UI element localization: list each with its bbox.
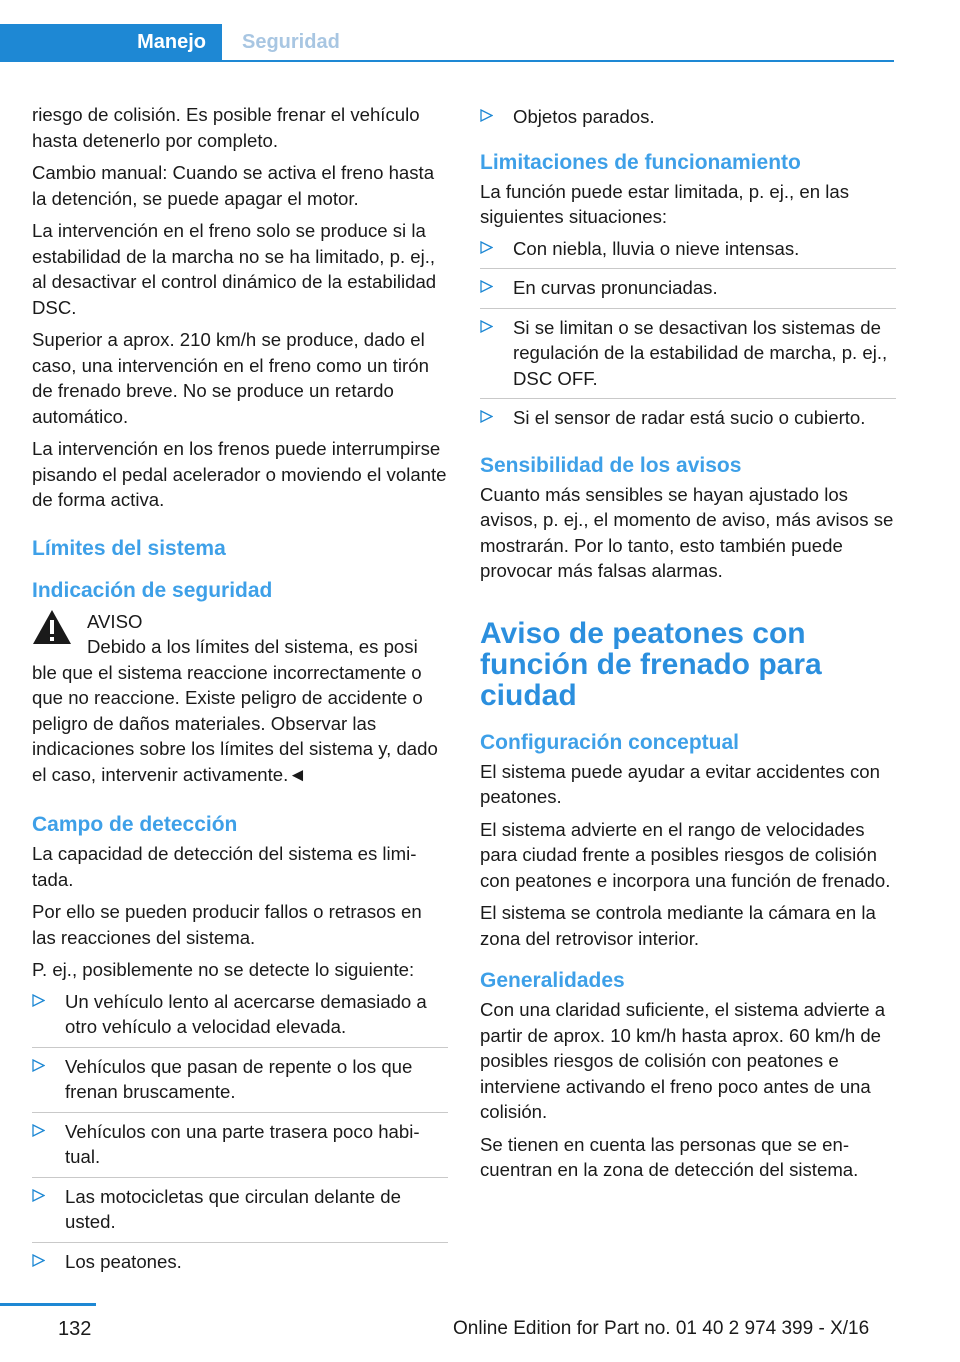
heading-warning-sensitivity: Sensibilidad de los avisos	[480, 453, 742, 477]
triangle-bullet-icon	[480, 241, 493, 254]
paragraph: Se tienen en cuenta las personas que se encuentran en la zona de detección del sistema.	[480, 1133, 859, 1180]
warning-text: ble que el sistema reaccione incorrectamente o que no reaccione. Existe peligro de accidente o peligro de daños materiales. Observar las indicaciones sobre los límites del sistema y, dado el caso, intervenir activamente.◄	[32, 661, 438, 785]
heading-system-limits: Límites del sistema	[32, 536, 226, 560]
list-item: Objetos parados.	[480, 102, 896, 137]
list-item: Si se limitan o se desactivan los sistemas de regulación de la estabilidad de marcha, p. ej., DSC OFF.	[480, 309, 896, 400]
paragraph: El sistema advierte en el rango de velocidades para ciudad frente a posibles riesgos de colisión con peatones e incorpora una función de frenado.	[480, 818, 891, 891]
list-item: Si el sensor de radar está sucio o cubierto.	[480, 399, 896, 438]
paragraph: P. ej., posiblemente no se detecte lo siguiente:	[32, 959, 415, 980]
paragraph: Con una claridad suficiente, el sistema advierte a partir de aprox. 10 km/h hasta aprox. 60 km/h de posibles riesgos de colisión con peatones e interviene activando el freno poco antes de una colisión.	[480, 999, 886, 1122]
list-item: En curvas pronunciadas.	[480, 269, 896, 309]
warning-title: AVISO	[87, 610, 143, 632]
heading-safety-note: Indicación de seguridad	[32, 578, 273, 602]
paragraph: Superior a aprox. 210 km/h se produce, dado el caso, una intervención en el freno como un tirón de frenado breve. No se produce un retardo automático.	[32, 329, 429, 427]
tab-manejo[interactable]: Manejo	[0, 24, 222, 60]
list-item: Con niebla, lluvia o nieve intensas.	[480, 230, 896, 270]
footer-divider	[0, 1303, 96, 1306]
detection-list	[32, 983, 448, 1282]
triangle-bullet-icon	[32, 1254, 45, 1267]
chapter-title: Aviso de peatones con función de frenado para ciudad	[480, 616, 822, 712]
triangle-bullet-icon	[32, 1059, 45, 1072]
list-item: Un vehículo lento al acercarse demasiado a otro vehículo a velocidad elevada.	[32, 983, 448, 1048]
right-column	[480, 102, 896, 1190]
list-item: Vehículos con una parte trasera poco habitual.	[32, 1113, 448, 1178]
triangle-bullet-icon	[32, 1189, 45, 1202]
paragraph: riesgo de colisión. Es posible frenar el vehículo hasta detenerlo por completo.	[32, 104, 420, 151]
warning-text-line: Debido a los límites del sistema, es posi	[87, 636, 418, 657]
header-divider	[0, 60, 894, 62]
list-item: Los peatones.	[32, 1243, 448, 1282]
edition-info: Online Edition for Part no. 01 40 2 974 399 - X/16	[453, 1318, 870, 1339]
triangle-bullet-icon	[480, 410, 493, 423]
limitations-list	[480, 230, 896, 438]
triangle-bullet-icon	[480, 280, 493, 293]
tab-seguridad[interactable]: Seguridad	[242, 31, 340, 53]
paragraph: El sistema puede ayudar a evitar accidentes con peatones.	[480, 760, 880, 807]
triangle-bullet-icon	[32, 994, 45, 1007]
heading-concept: Configuración conceptual	[480, 730, 740, 754]
list-item: Las motocicletas que circulan delante de usted.	[32, 1178, 448, 1243]
paragraph: La función puede estar limitada, p. ej., en las siguientes situaciones:	[480, 180, 850, 227]
triangle-bullet-icon	[32, 1124, 45, 1137]
paragraph: La intervención en los frenos puede interrumpirse pisando el pedal acelerador o moviendo el volante de forma activa.	[32, 438, 447, 510]
chapter-header	[0, 24, 894, 62]
paragraph: El sistema se controla mediante la cámara en la zona del retrovisor interior.	[480, 902, 876, 949]
triangle-bullet-icon	[480, 320, 493, 333]
left-column	[32, 102, 448, 1281]
warning-triangle-icon	[32, 609, 72, 645]
warning-block	[32, 609, 448, 788]
paragraph: Cambio manual: Cuando se activa el freno hasta la detención, se puede apagar el motor.	[32, 162, 435, 209]
detection-list-continued	[480, 102, 896, 137]
paragraph: Por ello se pueden producir fallos o retrasos en las reacciones del sistema.	[32, 901, 422, 948]
paragraph: Cuanto más sensibles se hayan ajustado los avisos, p. ej., el momento de aviso, más avisos se mostrarán. Por lo tanto, esto también puede provocar más falsas alarmas.	[480, 483, 894, 581]
list-item: Vehículos que pasan de repente o los que frenan bruscamente.	[32, 1048, 448, 1113]
heading-function-limitations: Limitaciones de funcionamiento	[480, 150, 801, 174]
paragraph: La intervención en el freno solo se produce si la estabilidad de la marcha no se ha limitado, p. ej., al desactivar el control dinámico de la estabilidad DSC.	[32, 220, 437, 318]
heading-detection-field: Campo de detección	[32, 813, 238, 836]
triangle-bullet-icon	[480, 109, 493, 122]
heading-general: Generalidades	[480, 969, 625, 992]
paragraph: La capacidad de detección del sistema es limitada.	[32, 843, 417, 890]
page-number: 132	[58, 1318, 92, 1340]
